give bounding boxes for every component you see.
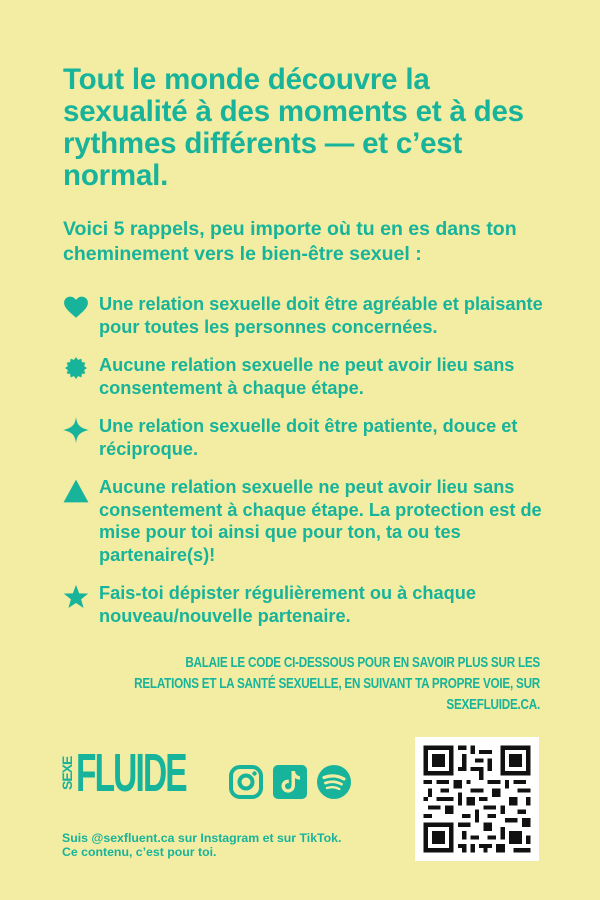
tiktok-icon[interactable] bbox=[272, 764, 308, 800]
triangle-icon bbox=[63, 476, 99, 566]
headline: Tout le monde découvre la sexualité à des moments et à des rythmes différents — et c’est normal. bbox=[63, 63, 524, 192]
reminders-list bbox=[63, 293, 553, 627]
logo-big-text: FLUIDE bbox=[76, 743, 186, 803]
list-item bbox=[63, 476, 553, 566]
cta-text: BALAIE LE CODE CI-DESSOUS POUR EN SAVOIR PLUS SUR LES RELATIONS ET LA SANTÉ SEXUELLE, EN SUIVANT TA PROPRE VOIE, SUR SEXEFLUIDE.CA. bbox=[134, 654, 540, 713]
social-links bbox=[228, 764, 352, 800]
list-item bbox=[63, 582, 553, 627]
main-content bbox=[63, 64, 553, 643]
footer-text: Suis @sexfluent.ca sur Instagram et sur TikTok. Ce contenu, c’est pour toi. bbox=[62, 831, 342, 859]
list-item bbox=[63, 354, 553, 399]
list-item bbox=[63, 293, 553, 338]
qr-code[interactable] bbox=[415, 737, 539, 861]
instagram-icon[interactable] bbox=[228, 764, 264, 800]
spotify-icon[interactable] bbox=[316, 764, 352, 800]
reminder-text: Une relation sexuelle doit être patiente, douce et réciproque. bbox=[99, 416, 518, 459]
reminder-text: Fais-toi dépister régulièrement ou à chaque nouveau/nouvelle partenaire. bbox=[99, 583, 476, 626]
badge-icon bbox=[63, 354, 99, 399]
reminder-text: Une relation sexuelle doit être agréable et plaisante pour toutes les personnes concernées. bbox=[99, 294, 543, 337]
list-item bbox=[63, 415, 553, 460]
sparkle-icon bbox=[63, 415, 99, 460]
heart-icon bbox=[63, 293, 99, 338]
logo-small-text: SEXE bbox=[59, 756, 75, 790]
sexefluide-logo[interactable] bbox=[60, 740, 253, 806]
reminder-text: Aucune relation sexuelle ne peut avoir lieu sans consentement à chaque étape. La protection est de mise pour toi ainsi que pour ton, ta ou tes partenaire(s)! bbox=[99, 477, 542, 565]
reminder-text: Aucune relation sexuelle ne peut avoir lieu sans consentement à chaque étape. bbox=[99, 355, 515, 398]
star-icon bbox=[63, 582, 99, 627]
intro-text: Voici 5 rappels, peu importe où tu en es dans ton cheminement vers le bien-être sexuel : bbox=[63, 218, 517, 265]
